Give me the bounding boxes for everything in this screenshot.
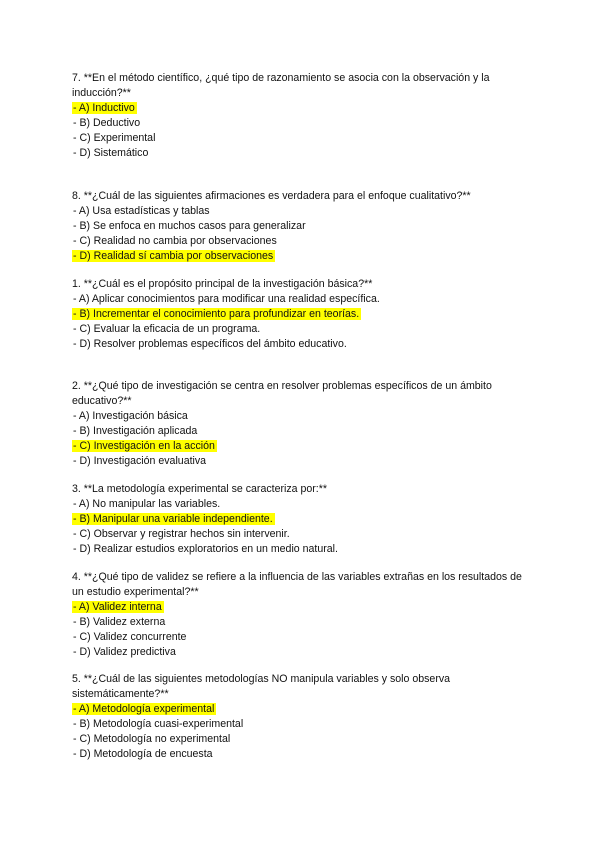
option-d: - D) Sistemático xyxy=(73,147,149,159)
question-1 xyxy=(72,277,532,352)
option-d xyxy=(72,249,532,264)
option-b: - B) Metodología cuasi-experimental xyxy=(73,718,244,730)
option-d: - D) Realizar estudios exploratorios en un medio natural. xyxy=(73,543,338,555)
option-c: - C) Evaluar la eficacia de un programa. xyxy=(73,323,261,335)
option-b xyxy=(72,307,532,322)
option-b: - B) Se enfoca en muchos casos para generalizar xyxy=(73,220,306,232)
highlighted-answer: - A) Inductivo xyxy=(73,102,135,114)
question-text: 8. **¿Cuál de las siguientes afirmaciones es verdadera para el enfoque cualitativo?** xyxy=(72,190,471,202)
option-a xyxy=(72,702,532,717)
option-c: - C) Metodología no experimental xyxy=(73,733,231,745)
question-8 xyxy=(72,189,532,264)
highlighted-answer: - B) Manipular una variable independiente. xyxy=(73,513,273,525)
option-d: - D) Metodología de encuesta xyxy=(73,748,213,760)
question-2 xyxy=(72,379,532,469)
question-4 xyxy=(72,570,532,660)
question-7 xyxy=(72,71,532,161)
option-d: - D) Validez predictiva xyxy=(73,646,176,658)
option-c xyxy=(72,439,532,454)
option-c: - C) Experimental xyxy=(73,132,156,144)
option-a: - A) Aplicar conocimientos para modificar una realidad específica. xyxy=(73,293,380,305)
question-text: 5. **¿Cuál de las siguientes metodologías NO manipula variables y solo observa sistemáticamente?** xyxy=(72,673,451,700)
option-c: - C) Validez concurrente xyxy=(73,631,187,643)
option-a: - A) Usa estadísticas y tablas xyxy=(73,205,210,217)
option-d: - D) Resolver problemas específicos del ámbito educativo. xyxy=(73,338,347,350)
option-a xyxy=(72,600,532,615)
option-b xyxy=(72,512,532,527)
question-text: 1. **¿Cuál es el propósito principal de la investigación básica?** xyxy=(72,278,373,290)
option-a: - A) No manipular las variables. xyxy=(73,498,221,510)
option-c: - C) Realidad no cambia por observaciones xyxy=(73,235,277,247)
question-text: 4. **¿Qué tipo de validez se refiere a la influencia de las variables extrañas en los resultados de un estudio experimental?** xyxy=(72,571,522,598)
question-text: 2. **¿Qué tipo de investigación se centra en resolver problemas específicos de un ámbito educativo?** xyxy=(72,380,492,407)
option-b: - B) Deductivo xyxy=(73,117,141,129)
option-a xyxy=(72,101,532,116)
option-c: - C) Observar y registrar hechos sin intervenir. xyxy=(73,528,290,540)
highlighted-answer: - D) Realidad sí cambia por observaciones xyxy=(73,250,274,262)
question-text: 3. **La metodología experimental se caracteriza por:** xyxy=(72,483,327,495)
option-b: - B) Validez externa xyxy=(73,616,166,628)
question-5 xyxy=(72,672,532,762)
option-a: - A) Investigación básica xyxy=(73,410,188,422)
question-text: 7. **En el método científico, ¿qué tipo de razonamiento se asocia con la observación y la inducción?** xyxy=(72,72,490,99)
highlighted-answer: - C) Investigación en la acción xyxy=(73,440,215,452)
highlighted-answer: - A) Metodología experimental xyxy=(73,703,215,715)
question-3 xyxy=(72,482,532,557)
highlighted-answer: - A) Validez interna xyxy=(73,601,162,613)
highlighted-answer: - B) Incrementar el conocimiento para profundizar en teorías. xyxy=(73,308,360,320)
option-d: - D) Investigación evaluativa xyxy=(73,455,207,467)
option-b: - B) Investigación aplicada xyxy=(73,425,198,437)
